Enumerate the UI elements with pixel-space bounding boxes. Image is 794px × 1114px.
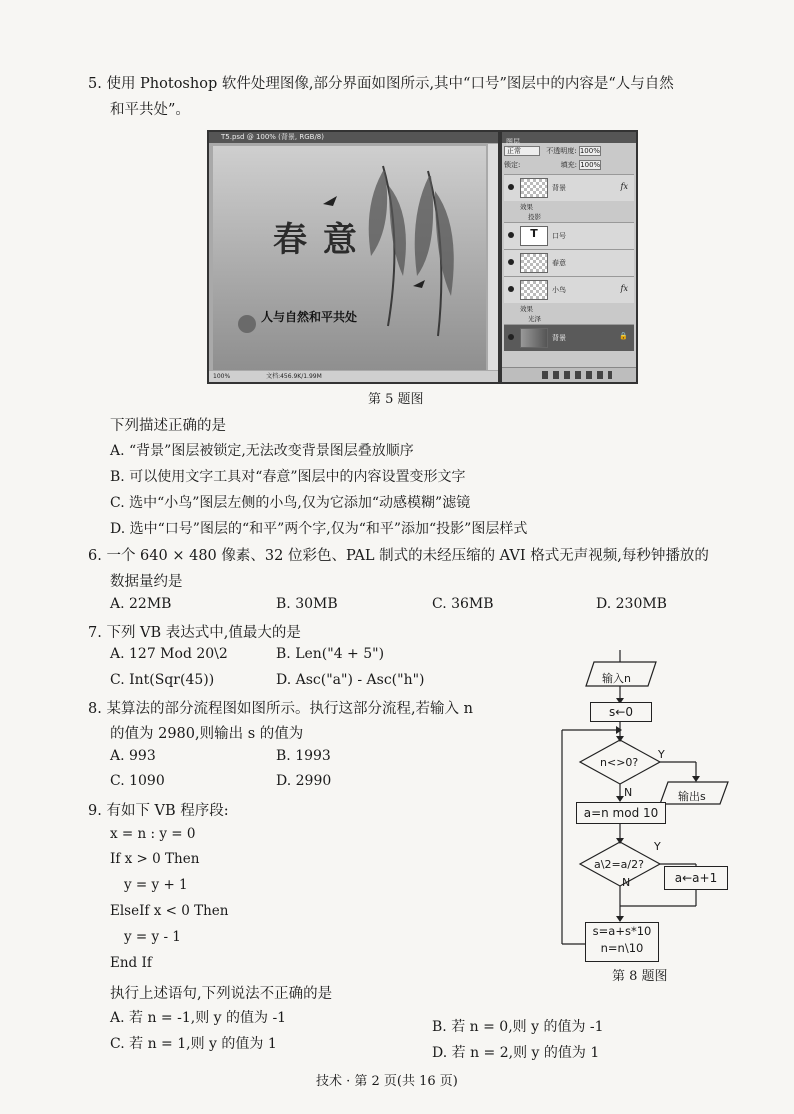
layer-name: 口号 [552, 232, 566, 240]
flow-yes-1: Y [658, 748, 665, 761]
q8-option-a: A. 993 [110, 748, 156, 764]
eye-icon[interactable] [508, 259, 514, 265]
fill-field[interactable]: 100% [580, 161, 601, 169]
q9-code-line: If x > 0 Then [110, 851, 200, 867]
fx-icon[interactable]: fx [620, 284, 628, 293]
q5-option-c: C. 选中“小鸟”图层左侧的小鸟,仅为它添加“动感模糊”滤镜 [110, 495, 471, 511]
text-layer-thumbnail: T [520, 226, 548, 246]
photoshop-document-window [207, 130, 500, 384]
q8-option-d: D. 2990 [276, 773, 332, 789]
q9-option-d: D. 若 n = 2,则 y 的值为 1 [432, 1045, 600, 1061]
layer-row[interactable] [504, 174, 634, 201]
q9-option-a: A. 若 n = -1,则 y 的值为 -1 [110, 1010, 287, 1026]
q7-option-d: D. Asc("a") - Asc("h") [276, 672, 425, 688]
q6-stem-line2: 数据量约是 [110, 574, 183, 590]
canvas-title: 春 意 [273, 220, 359, 260]
doc-size: 文档:456.9K/1.99M [266, 373, 322, 380]
vertical-scrollbar[interactable] [488, 144, 498, 370]
q8-caption: 第 8 题图 [612, 969, 668, 984]
layer-effect: 效果 [520, 203, 533, 211]
bird-icon [323, 196, 343, 208]
q5-option-d: D. 选中“口号”图层的“和平”两个字,仅为“和平”添加“投影”图层样式 [110, 521, 528, 537]
flow-no-2: N [622, 876, 631, 889]
q9-code-line: y = y - 1 [124, 929, 181, 945]
fx-icon[interactable]: fx [620, 182, 628, 191]
flow-step1: a=n mod 10 [576, 802, 666, 824]
flow-yes-2: Y [654, 840, 661, 853]
opacity-field[interactable]: 100% [579, 147, 600, 155]
q5-stem-line2: 和平共处”。 [110, 102, 190, 118]
q9-code-line: x = n : y = 0 [110, 826, 196, 842]
eye-icon[interactable] [508, 184, 514, 190]
layer-name: 小鸟 [552, 286, 566, 294]
q5-option-b: B. 可以使用文字工具对“春意”图层中的内容设置变形文字 [110, 469, 466, 485]
layer-effect: 效果 [520, 305, 533, 313]
flow-no-1: N [624, 786, 633, 799]
layer-thumbnail [520, 253, 548, 273]
eye-icon[interactable] [508, 286, 514, 292]
frog-icon [238, 315, 256, 333]
q5-prompt: 下列描述正确的是 [110, 418, 226, 434]
flow-step3-line1: s=a+s*10 [592, 924, 652, 938]
layer-row[interactable] [504, 276, 634, 303]
q7-stem: 7. 下列 VB 表达式中,值最大的是 [88, 625, 301, 641]
layer-row[interactable] [504, 222, 634, 249]
q9-option-c: C. 若 n = 1,则 y 的值为 1 [110, 1036, 277, 1052]
q6-option-c: C. 36MB [432, 596, 494, 612]
flow-cond1: n<>0? [600, 756, 639, 769]
q9-prompt: 执行上述语句,下列说法不正确的是 [110, 986, 333, 1002]
layer-name: 背景 [552, 334, 566, 342]
panel-action-icons[interactable] [542, 371, 612, 379]
flow-step2: a←a+1 [664, 866, 728, 890]
eye-icon[interactable] [508, 232, 514, 238]
canvas-motto: 人与自然和平共处 [261, 310, 358, 324]
q5-stem-line1: 5. 使用 Photoshop 软件处理图像,部分界面如图所示,其中“口号”图层中的内容是“人与自然 [88, 76, 674, 92]
flowchart [550, 640, 730, 980]
status-bar [209, 371, 498, 382]
layer-thumbnail [520, 328, 548, 348]
layer-row[interactable] [504, 249, 634, 276]
layer-thumbnail [520, 280, 548, 300]
page-footer: 技术 · 第 2 页(共 16 页) [316, 1074, 458, 1089]
lock-row [504, 160, 634, 170]
zoom-level[interactable]: 100% [213, 373, 231, 380]
lock-label: 锁定: [504, 161, 521, 169]
document-title-bar: T5.psd @ 100% (背景, RGB/8) [209, 132, 498, 143]
lock-icon: 🔒 [619, 332, 628, 340]
flow-output: 输出s [678, 790, 706, 803]
eye-icon[interactable] [508, 334, 514, 340]
q7-option-a: A. 127 Mod 20\2 [110, 646, 228, 662]
fill-label: 填充: [560, 161, 577, 169]
q9-stem: 9. 有如下 VB 程序段: [88, 803, 229, 819]
panel-footer-toolbar [502, 367, 636, 382]
layer-thumbnail [520, 178, 548, 198]
blend-mode-select[interactable]: 正常 [504, 146, 540, 156]
q5-option-a: A. “背景”图层被锁定,无法改变背景图层叠放顺序 [110, 443, 414, 459]
q8-option-b: B. 1993 [276, 748, 331, 764]
layer-name: 春意 [552, 259, 566, 267]
q8-stem-line2: 的值为 2980,则输出 s 的值为 [110, 726, 304, 742]
flow-input: 输入n [602, 672, 631, 685]
q9-code-line: ElseIf x < 0 Then [110, 903, 229, 919]
q7-option-b: B. Len("4 + 5") [276, 646, 385, 662]
q7-option-c: C. Int(Sqr(45)) [110, 672, 215, 688]
q9-code-line: y = y + 1 [124, 877, 188, 893]
image-canvas [213, 146, 486, 370]
q5-caption: 第 5 题图 [368, 392, 424, 407]
q6-option-a: A. 22MB [110, 596, 172, 612]
layers-tab[interactable]: 图层 [506, 138, 520, 146]
flow-init: s←0 [590, 702, 652, 722]
panel-header [502, 132, 636, 146]
opacity-label: 不透明度: [546, 147, 577, 155]
layer-name: 背景 [552, 184, 566, 192]
q8-option-c: C. 1090 [110, 773, 165, 789]
layers-panel [500, 130, 638, 384]
q9-code-line: End If [110, 955, 152, 971]
q6-stem-line1: 6. 一个 640 × 480 像素、32 位彩色、PAL 制式的未经压缩的 AVI 格式无声视频,每秒钟播放的 [88, 548, 709, 564]
flow-cond2: a\2=a/2? [594, 858, 644, 871]
blend-row [504, 146, 634, 156]
q8-stem-line1: 8. 某算法的部分流程图如图所示。执行这部分流程,若输入 n [88, 701, 473, 717]
layer-row-selected[interactable] [504, 324, 634, 351]
bird-icon [413, 280, 431, 290]
flow-step3 [585, 922, 659, 962]
layer-effect: 投影 [528, 213, 541, 221]
q9-option-b: B. 若 n = 0,则 y 的值为 -1 [432, 1019, 604, 1035]
q6-option-d: D. 230MB [596, 596, 667, 612]
q6-option-b: B. 30MB [276, 596, 338, 612]
flow-step3-line2: n=n\10 [600, 941, 644, 955]
layer-effect: 光泽 [528, 315, 541, 323]
